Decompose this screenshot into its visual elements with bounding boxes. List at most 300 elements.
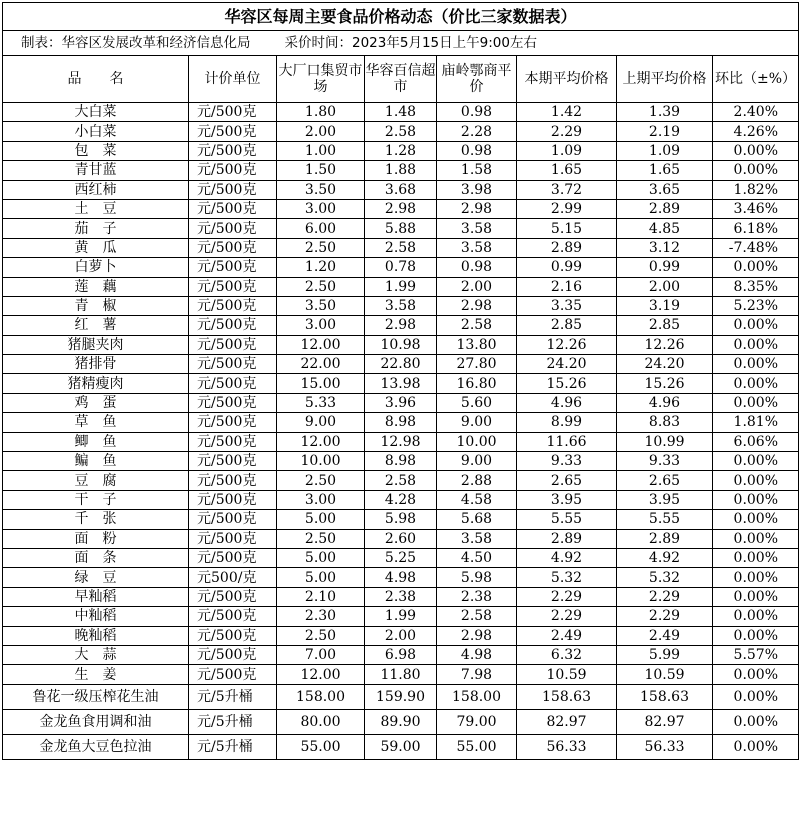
item-name-cell: 小白菜 (3, 122, 189, 141)
item-name-cell: 草 鱼 (3, 413, 189, 432)
previous-avg-cell: 4.92 (617, 548, 713, 567)
unit-cell: 元/500克 (189, 490, 277, 509)
table-row (3, 316, 799, 335)
dachangkou-price-cell: 22.00 (277, 355, 365, 374)
dachangkou-price-cell: 9.00 (277, 413, 365, 432)
previous-avg-cell: 158.63 (617, 684, 713, 709)
change-pct-cell: 2.40% (713, 103, 799, 122)
current-avg-cell: 2.29 (517, 122, 617, 141)
current-avg-cell: 2.29 (517, 587, 617, 606)
change-pct-cell: 6.18% (713, 219, 799, 238)
miaoling-price-cell: 5.98 (437, 568, 517, 587)
miaoling-price-cell: 2.38 (437, 587, 517, 606)
dachangkou-price-cell: 158.00 (277, 684, 365, 709)
table-row (3, 219, 799, 238)
unit-cell: 元/500克 (189, 238, 277, 257)
miaoling-price-cell: 158.00 (437, 684, 517, 709)
miaoling-price-cell: 0.98 (437, 258, 517, 277)
previous-avg-cell: 3.12 (617, 238, 713, 257)
baixin-price-cell: 59.00 (365, 734, 437, 759)
unit-cell: 元/500克 (189, 122, 277, 141)
item-name-cell: 豆 腐 (3, 471, 189, 490)
miaoling-price-cell: 2.88 (437, 471, 517, 490)
unit-cell: 元/500克 (189, 374, 277, 393)
previous-avg-cell: 3.19 (617, 296, 713, 315)
current-avg-cell: 2.85 (517, 316, 617, 335)
change-pct-cell: 0.00% (713, 161, 799, 180)
current-avg-cell: 8.99 (517, 413, 617, 432)
baixin-price-cell: 22.80 (365, 355, 437, 374)
baixin-price-cell: 2.98 (365, 316, 437, 335)
miaoling-price-cell: 2.98 (437, 296, 517, 315)
item-name-cell: 红 薯 (3, 316, 189, 335)
item-name-cell: 黄 瓜 (3, 238, 189, 257)
item-name-cell: 大 蒜 (3, 645, 189, 664)
current-avg-cell: 5.32 (517, 568, 617, 587)
unit-cell: 元/500克 (189, 355, 277, 374)
baixin-price-cell: 2.58 (365, 238, 437, 257)
header-cell: 环比（±%） (713, 56, 799, 103)
previous-avg-cell: 3.95 (617, 490, 713, 509)
baixin-price-cell: 5.98 (365, 510, 437, 529)
item-name-cell: 干 子 (3, 490, 189, 509)
item-name-cell: 中籼稻 (3, 607, 189, 626)
miaoling-price-cell: 2.28 (437, 122, 517, 141)
previous-avg-cell: 2.19 (617, 122, 713, 141)
unit-cell: 元/500克 (189, 103, 277, 122)
dachangkou-price-cell: 5.00 (277, 548, 365, 567)
unit-cell: 元/500克 (189, 548, 277, 567)
unit-cell: 元/500克 (189, 432, 277, 451)
miaoling-price-cell: 16.80 (437, 374, 517, 393)
table-row (3, 180, 799, 199)
baixin-price-cell: 89.90 (365, 709, 437, 734)
header-cell: 计价单位 (189, 56, 277, 103)
dachangkou-price-cell: 1.20 (277, 258, 365, 277)
unit-cell: 元/5升桶 (189, 709, 277, 734)
miaoling-price-cell: 4.98 (437, 645, 517, 664)
miaoling-price-cell: 0.98 (437, 141, 517, 160)
header-cell: 大厂口集贸市场 (277, 56, 365, 103)
price-table-container (2, 2, 798, 760)
dachangkou-price-cell: 3.00 (277, 199, 365, 218)
baixin-price-cell: 3.68 (365, 180, 437, 199)
table-row (3, 709, 799, 734)
baixin-price-cell: 6.98 (365, 645, 437, 664)
table-row (3, 393, 799, 412)
unit-cell: 元/500克 (189, 316, 277, 335)
current-avg-cell: 2.29 (517, 607, 617, 626)
change-pct-cell: 0.00% (713, 734, 799, 759)
table-row (3, 471, 799, 490)
dachangkou-price-cell: 10.00 (277, 452, 365, 471)
previous-avg-cell: 82.97 (617, 709, 713, 734)
dachangkou-price-cell: 2.50 (277, 277, 365, 296)
table-row (3, 548, 799, 567)
table-row (3, 684, 799, 709)
current-avg-cell: 3.95 (517, 490, 617, 509)
baixin-price-cell: 4.28 (365, 490, 437, 509)
current-avg-cell: 11.66 (517, 432, 617, 451)
unit-cell: 元/500克 (189, 219, 277, 238)
change-pct-cell: 0.00% (713, 374, 799, 393)
current-avg-cell: 1.65 (517, 161, 617, 180)
item-name-cell: 鲫 鱼 (3, 432, 189, 451)
previous-avg-cell: 4.96 (617, 393, 713, 412)
change-pct-cell: 1.82% (713, 180, 799, 199)
previous-avg-cell: 24.20 (617, 355, 713, 374)
current-avg-cell: 5.55 (517, 510, 617, 529)
unit-cell: 元/500克 (189, 199, 277, 218)
change-pct-cell: 0.00% (713, 471, 799, 490)
unit-cell: 元/500克 (189, 296, 277, 315)
table-row (3, 529, 799, 548)
unit-cell: 元/500克 (189, 180, 277, 199)
dachangkou-price-cell: 80.00 (277, 709, 365, 734)
current-avg-cell: 12.26 (517, 335, 617, 354)
item-name-cell: 猪精瘦肉 (3, 374, 189, 393)
item-name-cell: 生 姜 (3, 665, 189, 684)
change-pct-cell: 0.00% (713, 316, 799, 335)
item-name-cell: 鲁花一级压榨花生油 (3, 684, 189, 709)
change-pct-cell: 0.00% (713, 568, 799, 587)
change-pct-cell: 5.23% (713, 296, 799, 315)
dachangkou-price-cell: 7.00 (277, 645, 365, 664)
collection-time: 采价时间：2023年5月15日上午9:00左右 (284, 35, 537, 51)
unit-cell: 元/500克 (189, 510, 277, 529)
baixin-price-cell: 13.98 (365, 374, 437, 393)
unit-cell: 元/500克 (189, 471, 277, 490)
baixin-price-cell: 1.28 (365, 141, 437, 160)
unit-cell: 元/500克 (189, 665, 277, 684)
baixin-price-cell: 8.98 (365, 413, 437, 432)
item-name-cell: 大白菜 (3, 103, 189, 122)
change-pct-cell: 0.00% (713, 626, 799, 645)
baixin-price-cell: 2.00 (365, 626, 437, 645)
current-avg-cell: 1.42 (517, 103, 617, 122)
dachangkou-price-cell: 3.50 (277, 296, 365, 315)
table-row (3, 258, 799, 277)
previous-avg-cell: 5.99 (617, 645, 713, 664)
unit-cell: 元/500克 (189, 258, 277, 277)
item-name-cell: 茄 子 (3, 219, 189, 238)
dachangkou-price-cell: 2.00 (277, 122, 365, 141)
current-avg-cell: 5.15 (517, 219, 617, 238)
previous-avg-cell: 2.89 (617, 199, 713, 218)
current-avg-cell: 2.99 (517, 199, 617, 218)
current-avg-cell: 4.92 (517, 548, 617, 567)
dachangkou-price-cell: 3.00 (277, 316, 365, 335)
change-pct-cell: 0.00% (713, 335, 799, 354)
miaoling-price-cell: 2.98 (437, 199, 517, 218)
unit-cell: 元/500克 (189, 452, 277, 471)
current-avg-cell: 158.63 (517, 684, 617, 709)
meta-line (3, 31, 799, 56)
change-pct-cell: 5.57% (713, 645, 799, 664)
table-row (3, 413, 799, 432)
previous-avg-cell: 2.89 (617, 529, 713, 548)
current-avg-cell: 2.49 (517, 626, 617, 645)
unit-cell: 元/500克 (189, 607, 277, 626)
table-row (3, 510, 799, 529)
unit-cell: 元/5升桶 (189, 734, 277, 759)
baixin-price-cell: 3.96 (365, 393, 437, 412)
baixin-price-cell: 8.98 (365, 452, 437, 471)
table-row (3, 335, 799, 354)
dachangkou-price-cell: 15.00 (277, 374, 365, 393)
table-row (3, 607, 799, 626)
baixin-price-cell: 2.58 (365, 471, 437, 490)
dachangkou-price-cell: 5.00 (277, 510, 365, 529)
previous-avg-cell: 10.99 (617, 432, 713, 451)
item-name-cell: 鳊 鱼 (3, 452, 189, 471)
previous-avg-cell: 2.65 (617, 471, 713, 490)
baixin-price-cell: 11.80 (365, 665, 437, 684)
current-avg-cell: 2.89 (517, 238, 617, 257)
table-row (3, 277, 799, 296)
change-pct-cell: 8.35% (713, 277, 799, 296)
table-title: 华容区每周主要食品价格动态（价比三家数据表） (3, 3, 799, 31)
previous-avg-cell: 5.32 (617, 568, 713, 587)
header-row (3, 56, 799, 103)
item-name-cell: 青 椒 (3, 296, 189, 315)
current-avg-cell: 9.33 (517, 452, 617, 471)
current-avg-cell: 2.89 (517, 529, 617, 548)
item-name-cell: 金龙鱼大豆色拉油 (3, 734, 189, 759)
baixin-price-cell: 5.25 (365, 548, 437, 567)
dachangkou-price-cell: 2.50 (277, 471, 365, 490)
item-name-cell: 猪排骨 (3, 355, 189, 374)
dachangkou-price-cell: 6.00 (277, 219, 365, 238)
table-row (3, 490, 799, 509)
unit-cell: 元/500克 (189, 335, 277, 354)
miaoling-price-cell: 3.58 (437, 529, 517, 548)
item-name-cell: 面 条 (3, 548, 189, 567)
table-row (3, 238, 799, 257)
dachangkou-price-cell: 55.00 (277, 734, 365, 759)
change-pct-cell: 6.06% (713, 432, 799, 451)
miaoling-price-cell: 3.58 (437, 219, 517, 238)
previous-avg-cell: 5.55 (617, 510, 713, 529)
unit-cell: 元/500克 (189, 645, 277, 664)
item-name-cell: 猪腿夹肉 (3, 335, 189, 354)
table-row (3, 432, 799, 451)
current-avg-cell: 2.65 (517, 471, 617, 490)
miaoling-price-cell: 3.98 (437, 180, 517, 199)
previous-avg-cell: 56.33 (617, 734, 713, 759)
current-avg-cell: 0.99 (517, 258, 617, 277)
baixin-price-cell: 2.38 (365, 587, 437, 606)
table-row (3, 374, 799, 393)
previous-avg-cell: 9.33 (617, 452, 713, 471)
previous-avg-cell: 2.49 (617, 626, 713, 645)
baixin-price-cell: 1.99 (365, 277, 437, 296)
header-cell: 庙岭鄂商平价 (437, 56, 517, 103)
current-avg-cell: 4.96 (517, 393, 617, 412)
miaoling-price-cell: 27.80 (437, 355, 517, 374)
change-pct-cell: 0.00% (713, 548, 799, 567)
item-name-cell: 白萝卜 (3, 258, 189, 277)
baixin-price-cell: 2.98 (365, 199, 437, 218)
dachangkou-price-cell: 12.00 (277, 432, 365, 451)
previous-avg-cell: 8.83 (617, 413, 713, 432)
item-name-cell: 西红柿 (3, 180, 189, 199)
miaoling-price-cell: 7.98 (437, 665, 517, 684)
dachangkou-price-cell: 2.30 (277, 607, 365, 626)
current-avg-cell: 56.33 (517, 734, 617, 759)
dachangkou-price-cell: 5.33 (277, 393, 365, 412)
table-row (3, 665, 799, 684)
unit-cell: 元/500克 (189, 529, 277, 548)
dachangkou-price-cell: 2.50 (277, 529, 365, 548)
change-pct-cell: 0.00% (713, 258, 799, 277)
dachangkou-price-cell: 2.50 (277, 626, 365, 645)
baixin-price-cell: 5.88 (365, 219, 437, 238)
baixin-price-cell: 159.90 (365, 684, 437, 709)
header-cell: 上期平均价格 (617, 56, 713, 103)
dachangkou-price-cell: 1.80 (277, 103, 365, 122)
miaoling-price-cell: 0.98 (437, 103, 517, 122)
table-row (3, 122, 799, 141)
dachangkou-price-cell: 5.00 (277, 568, 365, 587)
miaoling-price-cell: 79.00 (437, 709, 517, 734)
table-row (3, 103, 799, 122)
item-name-cell: 绿 豆 (3, 568, 189, 587)
dachangkou-price-cell: 3.00 (277, 490, 365, 509)
previous-avg-cell: 4.85 (617, 219, 713, 238)
current-avg-cell: 15.26 (517, 374, 617, 393)
baixin-price-cell: 0.78 (365, 258, 437, 277)
unit-cell: 元/500克 (189, 161, 277, 180)
unit-cell: 元/500克 (189, 277, 277, 296)
previous-avg-cell: 1.39 (617, 103, 713, 122)
change-pct-cell: 0.00% (713, 607, 799, 626)
baixin-price-cell: 1.88 (365, 161, 437, 180)
previous-avg-cell: 12.26 (617, 335, 713, 354)
table-row (3, 355, 799, 374)
miaoling-price-cell: 4.58 (437, 490, 517, 509)
change-pct-cell: 3.46% (713, 199, 799, 218)
change-pct-cell: 0.00% (713, 587, 799, 606)
change-pct-cell: 0.00% (713, 393, 799, 412)
previous-avg-cell: 1.65 (617, 161, 713, 180)
baixin-price-cell: 10.98 (365, 335, 437, 354)
unit-cell: 元/5升桶 (189, 684, 277, 709)
miaoling-price-cell: 2.00 (437, 277, 517, 296)
change-pct-cell: 0.00% (713, 665, 799, 684)
baixin-price-cell: 1.99 (365, 607, 437, 626)
table-row (3, 296, 799, 315)
header-cell: 本期平均价格 (517, 56, 617, 103)
table-row (3, 452, 799, 471)
table-row (3, 568, 799, 587)
miaoling-price-cell: 5.68 (437, 510, 517, 529)
change-pct-cell: 0.00% (713, 684, 799, 709)
baixin-price-cell: 1.48 (365, 103, 437, 122)
dachangkou-price-cell: 1.50 (277, 161, 365, 180)
item-name-cell: 莲 藕 (3, 277, 189, 296)
current-avg-cell: 3.72 (517, 180, 617, 199)
change-pct-cell: 0.00% (713, 510, 799, 529)
miaoling-price-cell: 55.00 (437, 734, 517, 759)
table-row (3, 734, 799, 759)
item-name-cell: 鸡 蛋 (3, 393, 189, 412)
change-pct-cell: 0.00% (713, 355, 799, 374)
unit-cell: 元/500克 (189, 393, 277, 412)
baixin-price-cell: 12.98 (365, 432, 437, 451)
change-pct-cell: 0.00% (713, 490, 799, 509)
baixin-price-cell: 2.60 (365, 529, 437, 548)
miaoling-price-cell: 9.00 (437, 413, 517, 432)
item-name-cell: 金龙鱼食用调和油 (3, 709, 189, 734)
header-cell: 华容百信超市 (365, 56, 437, 103)
item-name-cell: 早籼稻 (3, 587, 189, 606)
previous-avg-cell: 0.99 (617, 258, 713, 277)
item-name-cell: 晚籼稻 (3, 626, 189, 645)
miaoling-price-cell: 2.58 (437, 316, 517, 335)
unit-cell: 元/500克 (189, 141, 277, 160)
change-pct-cell: 0.00% (713, 141, 799, 160)
change-pct-cell: 1.81% (713, 413, 799, 432)
current-avg-cell: 82.97 (517, 709, 617, 734)
table-row (3, 141, 799, 160)
current-avg-cell: 2.16 (517, 277, 617, 296)
miaoling-price-cell: 13.80 (437, 335, 517, 354)
miaoling-price-cell: 4.50 (437, 548, 517, 567)
previous-avg-cell: 10.59 (617, 665, 713, 684)
miaoling-price-cell: 2.98 (437, 626, 517, 645)
header-cell: 品 名 (3, 56, 189, 103)
miaoling-price-cell: 3.58 (437, 238, 517, 257)
previous-avg-cell: 2.29 (617, 587, 713, 606)
unit-cell: 元/500克 (189, 626, 277, 645)
change-pct-cell: 4.26% (713, 122, 799, 141)
dachangkou-price-cell: 12.00 (277, 665, 365, 684)
previous-avg-cell: 15.26 (617, 374, 713, 393)
change-pct-cell: 0.00% (713, 529, 799, 548)
previous-avg-cell: 2.85 (617, 316, 713, 335)
table-row (3, 626, 799, 645)
previous-avg-cell: 2.29 (617, 607, 713, 626)
baixin-price-cell: 3.58 (365, 296, 437, 315)
item-name-cell: 土 豆 (3, 199, 189, 218)
item-name-cell: 青甘蓝 (3, 161, 189, 180)
previous-avg-cell: 1.09 (617, 141, 713, 160)
item-name-cell: 包 菜 (3, 141, 189, 160)
table-row (3, 587, 799, 606)
item-name-cell: 千 张 (3, 510, 189, 529)
table-row (3, 199, 799, 218)
current-avg-cell: 24.20 (517, 355, 617, 374)
change-pct-cell: 0.00% (713, 709, 799, 734)
dachangkou-price-cell: 3.50 (277, 180, 365, 199)
dachangkou-price-cell: 1.00 (277, 141, 365, 160)
miaoling-price-cell: 1.58 (437, 161, 517, 180)
change-pct-cell: 0.00% (713, 452, 799, 471)
table-row (3, 161, 799, 180)
miaoling-price-cell: 2.58 (437, 607, 517, 626)
item-name-cell: 面 粉 (3, 529, 189, 548)
maker-text: 制表：华容区发展改革和经济信息化局 (21, 35, 251, 51)
current-avg-cell: 6.32 (517, 645, 617, 664)
unit-cell: 元500/克 (189, 568, 277, 587)
current-avg-cell: 3.35 (517, 296, 617, 315)
price-table (2, 2, 799, 760)
miaoling-price-cell: 10.00 (437, 432, 517, 451)
baixin-price-cell: 2.58 (365, 122, 437, 141)
baixin-price-cell: 4.98 (365, 568, 437, 587)
unit-cell: 元/500克 (189, 587, 277, 606)
